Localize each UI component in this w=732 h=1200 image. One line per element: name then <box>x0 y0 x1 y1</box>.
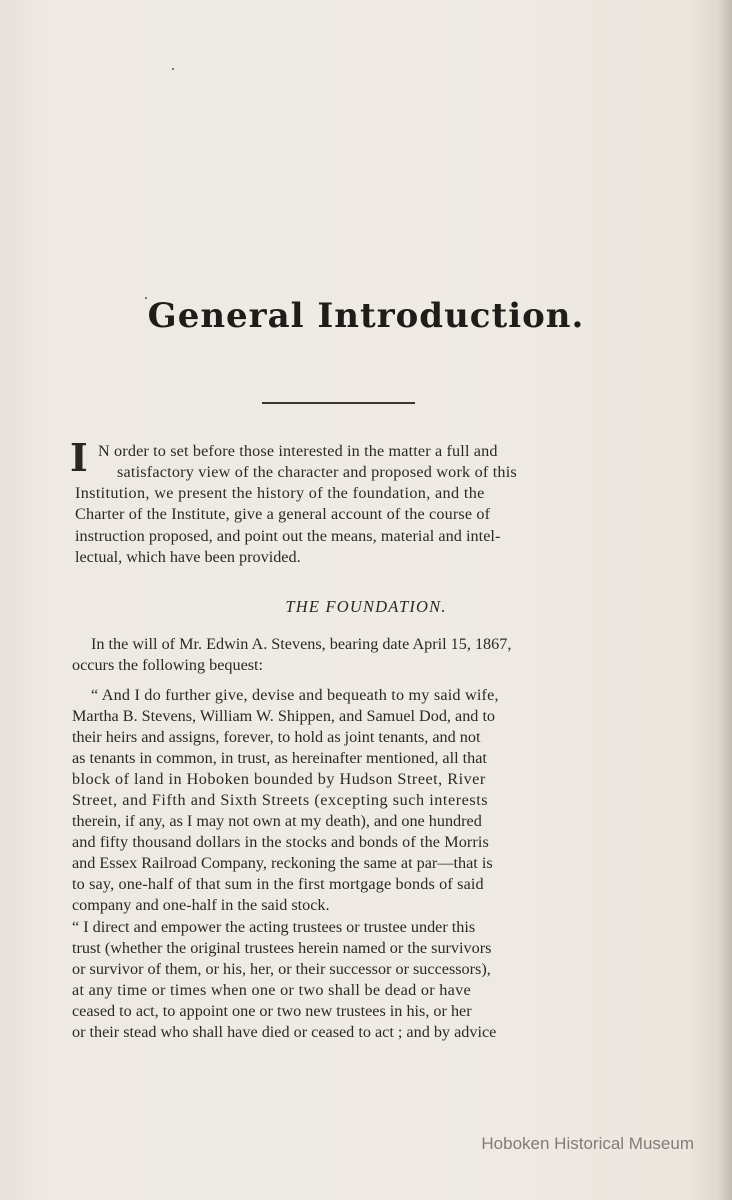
intro-line: instruction proposed, and point out the means, material and intel- <box>75 527 501 545</box>
body-line: company and one-half in the said stock. <box>72 896 330 914</box>
body-line: as tenants in common, in trust, as hereinafter mentioned, all that <box>72 749 487 767</box>
body-line: or survivor of them, or his, her, or their successor or successors), <box>72 960 491 978</box>
intro-line: N order to set before those interested in the matter a full and <box>98 442 498 460</box>
intro-line: Charter of the Institute, give a general account of the course of <box>75 505 491 523</box>
section-title: THE FOUNDATION. <box>285 597 447 616</box>
body-line: Street, and Fifth and Sixth Streets (excepting such interests <box>72 791 489 809</box>
body-line: to say, one-half of that sum in the first mortgage bonds of said <box>72 875 484 893</box>
drop-cap: I <box>70 435 88 480</box>
body-line: or their stead who shall have died or ceased to act ; and by advice <box>72 1023 497 1041</box>
page-heading: General Introduction. <box>147 296 585 336</box>
body-line: “ And I do further give, devise and bequeath to my said wife, <box>91 686 499 704</box>
heading-rule <box>262 402 415 404</box>
body-line: and fifty thousand dollars in the stocks and bonds of the Morris <box>72 833 489 851</box>
body-line: therein, if any, as I may not own at my death), and one hundred <box>72 812 482 830</box>
intro-line: lectual, which have been provided. <box>75 548 301 566</box>
body-line: at any time or times when one or two shall be dead or have <box>72 981 472 999</box>
body-line: occurs the following bequest: <box>72 656 264 674</box>
body-line: In the will of Mr. Edwin A. Stevens, bearing date April 15, 1867, <box>91 635 512 653</box>
speck <box>172 68 174 70</box>
museum-watermark: Hoboken Historical Museum <box>481 1134 694 1153</box>
body-line: ceased to act, to appoint one or two new trustees in his, or her <box>72 1002 472 1020</box>
body-line: trust (whether the original trustees herein named or the survivors <box>72 939 492 957</box>
body-line: and Essex Railroad Company, reckoning the same at par—that is <box>72 854 493 872</box>
body-line: block of land in Hoboken bounded by Hudson Street, River <box>72 770 486 788</box>
body-line: Martha B. Stevens, William W. Shippen, and Samuel Dod, and to <box>72 707 496 725</box>
intro-line: Institution, we present the history of the foundation, and the <box>75 484 485 502</box>
intro-line: satisfactory view of the character and proposed work of this <box>117 463 517 481</box>
body-line: “ I direct and empower the acting trustees or trustee under this <box>72 918 476 936</box>
body-line: their heirs and assigns, forever, to hold as joint tenants, and not <box>72 728 481 746</box>
